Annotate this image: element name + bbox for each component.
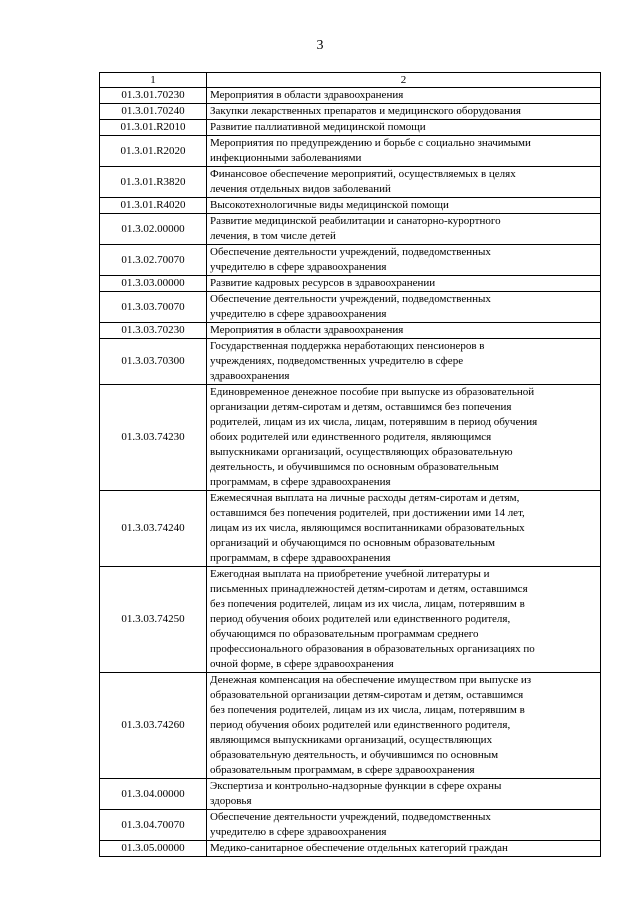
description-line: лечения, в том числе детей xyxy=(210,230,336,242)
row-description xyxy=(207,339,601,385)
description-line: Ежегодная выплата на приобретение учебной литературы и xyxy=(210,568,490,580)
row-description xyxy=(207,198,601,214)
table-row xyxy=(100,323,601,339)
description-line: образовательным программам, в сфере здравоохранения xyxy=(210,764,475,776)
description-line: без попечения родителей, лицам из их числа, лицам, потерявшим в xyxy=(210,598,525,610)
table-row xyxy=(100,673,601,779)
row-description xyxy=(207,292,601,323)
table-row xyxy=(100,104,601,120)
row-description xyxy=(207,841,601,857)
description-line: Государственная поддержка неработающих пенсионеров в xyxy=(210,340,485,352)
table-row xyxy=(100,120,601,136)
table-row xyxy=(100,88,601,104)
row-description xyxy=(207,214,601,245)
description-line: Развитие паллиативной медицинской помощи xyxy=(210,121,426,133)
description-line: лечения отдельных видов заболеваний xyxy=(210,183,391,195)
description-line: организации детям-сиротам и детям, оставшимся без попечения xyxy=(210,401,512,413)
description-line: Экспертиза и контрольно-надзорные функции в сфере охраны xyxy=(210,780,502,792)
row-code: 01.3.03.74260 xyxy=(100,673,207,779)
row-description xyxy=(207,104,601,120)
row-description xyxy=(207,491,601,567)
table-row xyxy=(100,167,601,198)
table-row xyxy=(100,292,601,323)
table-row xyxy=(100,841,601,857)
table-body xyxy=(100,88,601,857)
row-code: 01.3.01.70240 xyxy=(100,104,207,120)
description-line: выпускниками организаций, осуществляющих образовательную xyxy=(210,446,513,458)
row-code: 01.3.01.70230 xyxy=(100,88,207,104)
table-row xyxy=(100,198,601,214)
row-code: 01.3.02.00000 xyxy=(100,214,207,245)
table-row xyxy=(100,779,601,810)
row-description xyxy=(207,245,601,276)
row-code: 01.3.01.R3820 xyxy=(100,167,207,198)
description-line: учредителю в сфере здравоохранения xyxy=(210,826,387,838)
row-code: 01.3.03.74250 xyxy=(100,567,207,673)
description-line: учреждениях, подведомственных учредителю в сфере xyxy=(210,355,464,367)
description-line: Медико-санитарное обеспечение отдельных категорий граждан xyxy=(210,842,508,854)
row-code: 01.3.01.R2010 xyxy=(100,120,207,136)
table-row xyxy=(100,491,601,567)
row-description xyxy=(207,567,601,673)
description-line: учредителю в сфере здравоохранения xyxy=(210,261,387,273)
description-line: обучающимся по образовательным программам среднего xyxy=(210,628,479,640)
row-description xyxy=(207,120,601,136)
row-code: 01.3.04.00000 xyxy=(100,779,207,810)
description-line: образовательную деятельность, и обучившимся по основным xyxy=(210,749,499,761)
description-line: профессионального образования в образовательных организациях по xyxy=(210,643,535,655)
description-line: Денежная компенсация на обеспечение имуществом при выпуске из xyxy=(210,674,532,686)
description-line: Мероприятия в области здравоохранения xyxy=(210,324,404,336)
description-line: организаций и обучающимся по основным образовательным xyxy=(210,537,495,549)
description-line: оставшимся без попечения родителей, при достижении ими 14 лет, xyxy=(210,507,525,519)
row-code: 01.3.03.74230 xyxy=(100,385,207,491)
row-code: 01.3.03.70230 xyxy=(100,323,207,339)
description-line: Развитие медицинской реабилитации и санаторно-курортного xyxy=(210,215,501,227)
description-line: Обеспечение деятельности учреждений, подведомственных xyxy=(210,293,491,305)
table-row xyxy=(100,245,601,276)
row-code: 01.3.03.00000 xyxy=(100,276,207,292)
description-line: деятельность, и обучившимся по основным образовательным xyxy=(210,461,499,473)
description-line: период обучения обоих родителей или единственного родителя, xyxy=(210,613,511,625)
description-line: образовательной организации детям-сиротам и детям, оставшимся xyxy=(210,689,524,701)
table-row xyxy=(100,810,601,841)
table-row xyxy=(100,276,601,292)
row-code: 01.3.01.R2020 xyxy=(100,136,207,167)
row-code: 01.3.05.00000 xyxy=(100,841,207,857)
row-code: 01.3.03.74240 xyxy=(100,491,207,567)
description-line: Развитие кадровых ресурсов в здравоохранении xyxy=(210,277,436,289)
description-line: Финансовое обеспечение мероприятий, осуществляемых в целях xyxy=(210,168,516,180)
header-col-2: 2 xyxy=(207,73,601,88)
description-line: Мероприятия в области здравоохранения xyxy=(210,89,404,101)
description-line: письменных принадлежностей детям-сиротам и детям, оставшимся xyxy=(210,583,528,595)
row-description xyxy=(207,323,601,339)
row-description xyxy=(207,779,601,810)
row-code: 01.3.03.70070 xyxy=(100,292,207,323)
description-line: здоровья xyxy=(210,795,252,807)
description-line: Закупки лекарственных препаратов и медицинского оборудования xyxy=(210,105,521,117)
description-line: инфекционными заболеваниями xyxy=(210,152,362,164)
table-row xyxy=(100,567,601,673)
description-line: являющимся выпускниками организаций, осуществляющих xyxy=(210,734,493,746)
description-line: здравоохранения xyxy=(210,370,290,382)
description-line: Высокотехнологичные виды медицинской помощи xyxy=(210,199,449,211)
description-line: Мероприятия по предупреждению и борьбе с социально значимыми xyxy=(210,137,531,149)
code-table xyxy=(99,72,601,857)
description-line: Единовременное денежное пособие при выпуске из образовательной xyxy=(210,386,535,398)
description-line: учредителю в сфере здравоохранения xyxy=(210,308,387,320)
description-line: родителей, лицам из их числа, лицам, потерявшим в период обучения xyxy=(210,416,538,428)
description-line: Ежемесячная выплата на личные расходы детям-сиротам и детям, xyxy=(210,492,520,504)
description-line: Обеспечение деятельности учреждений, подведомственных xyxy=(210,811,491,823)
description-line: очной форме, в сфере здравоохранения xyxy=(210,658,394,670)
row-description xyxy=(207,167,601,198)
description-line: программам, в сфере здравоохранения xyxy=(210,552,391,564)
row-code: 01.3.02.70070 xyxy=(100,245,207,276)
table-row xyxy=(100,136,601,167)
description-line: лицам из их числа, являющимся воспитанниками образовательных xyxy=(210,522,525,534)
row-description xyxy=(207,88,601,104)
description-line: без попечения родителей, лицам из их числа, лицам, потерявшим в xyxy=(210,704,525,716)
row-description xyxy=(207,673,601,779)
description-line: Обеспечение деятельности учреждений, подведомственных xyxy=(210,246,491,258)
header-col-1: 1 xyxy=(100,73,207,88)
description-line: программам, в сфере здравоохранения xyxy=(210,476,391,488)
page-number: 3 xyxy=(316,38,324,53)
table-row xyxy=(100,385,601,491)
row-description xyxy=(207,810,601,841)
table-header-row xyxy=(100,73,601,88)
description-line: обоих родителей или единственного родителя, являющимся xyxy=(210,431,492,443)
description-line: период обучения обоих родителей или единственного родителя, xyxy=(210,719,511,731)
row-code: 01.3.04.70070 xyxy=(100,810,207,841)
table-row xyxy=(100,214,601,245)
row-description xyxy=(207,276,601,292)
row-description xyxy=(207,136,601,167)
row-code: 01.3.03.70300 xyxy=(100,339,207,385)
row-description xyxy=(207,385,601,491)
table-row xyxy=(100,339,601,385)
row-code: 01.3.01.R4020 xyxy=(100,198,207,214)
